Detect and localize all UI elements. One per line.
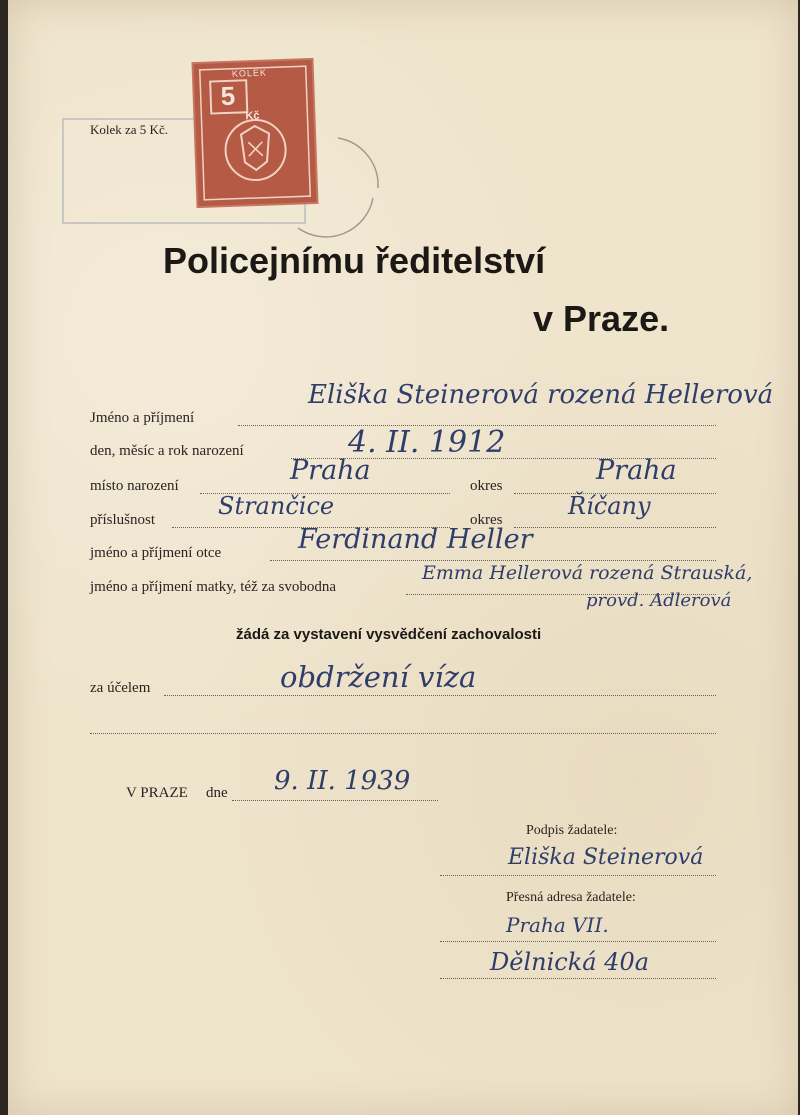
district2-value: Říčany	[568, 492, 651, 520]
date-place-label: V PRAZE	[126, 785, 188, 801]
address-value-1: Praha VII.	[506, 913, 609, 937]
district-value: Praha	[596, 455, 677, 486]
mother-label: jméno a příjmení matky, též za svobodna	[90, 579, 337, 595]
birth-label: den, měsíc a rok narození	[90, 443, 244, 459]
residence-label: příslušnost	[90, 512, 156, 528]
title-line-2: v Praze.	[533, 298, 670, 339]
purpose-line	[164, 695, 716, 696]
signature-label: Podpis žadatele:	[526, 823, 618, 838]
address-label: Přesná adresa žadatele:	[506, 890, 636, 905]
title-line-1: Policejnímu ředitelství	[163, 240, 546, 281]
birth-value: 4. II. 1912	[348, 425, 506, 460]
district-label: okres	[470, 478, 503, 494]
father-label: jméno a příjmení otce	[90, 545, 222, 561]
address-line-2	[440, 978, 716, 979]
signature-value: Eliška Steinerová	[508, 845, 704, 870]
name-label: Jméno a příjmení	[90, 410, 195, 426]
name-value: Eliška Steinerová rozená Hellerová	[308, 380, 774, 410]
revenue-stamp-currency: Kč	[245, 109, 260, 123]
mother-value-2: provd. Adlerová	[586, 590, 732, 611]
purpose-label: za účelem	[90, 680, 151, 696]
purpose-value: obdržení víza	[280, 660, 477, 694]
district2-line	[514, 527, 716, 528]
request-text: žádá za vystavení vysvědčení zachovalosti	[236, 626, 542, 643]
address-value-2: Dělnická 40a	[490, 948, 650, 976]
residence-value: Strančice	[218, 492, 335, 520]
document-page	[8, 0, 798, 1115]
district2-label: okres	[470, 512, 503, 528]
father-value: Ferdinand Heller	[298, 524, 533, 555]
revenue-stamp-top-text: KOLEK	[231, 67, 268, 79]
revenue-stamp	[194, 60, 317, 206]
stamp-label: Kolek za 5 Kč.	[90, 122, 168, 137]
revenue-stamp-artwork	[194, 60, 317, 206]
father-line	[270, 560, 716, 561]
revenue-stamp-value: 5	[220, 80, 236, 112]
date-line	[232, 800, 438, 801]
birthplace-value: Praha	[290, 455, 371, 486]
date-value: 9. II. 1939	[274, 766, 411, 796]
mother-value-1: Emma Hellerová rozená Strauská,	[422, 562, 753, 584]
birthplace-label: místo narození	[90, 478, 179, 494]
purpose-line-2	[90, 733, 716, 734]
address-line-1	[440, 941, 716, 942]
date-dne-label: dne	[206, 785, 228, 801]
signature-line	[440, 875, 716, 876]
